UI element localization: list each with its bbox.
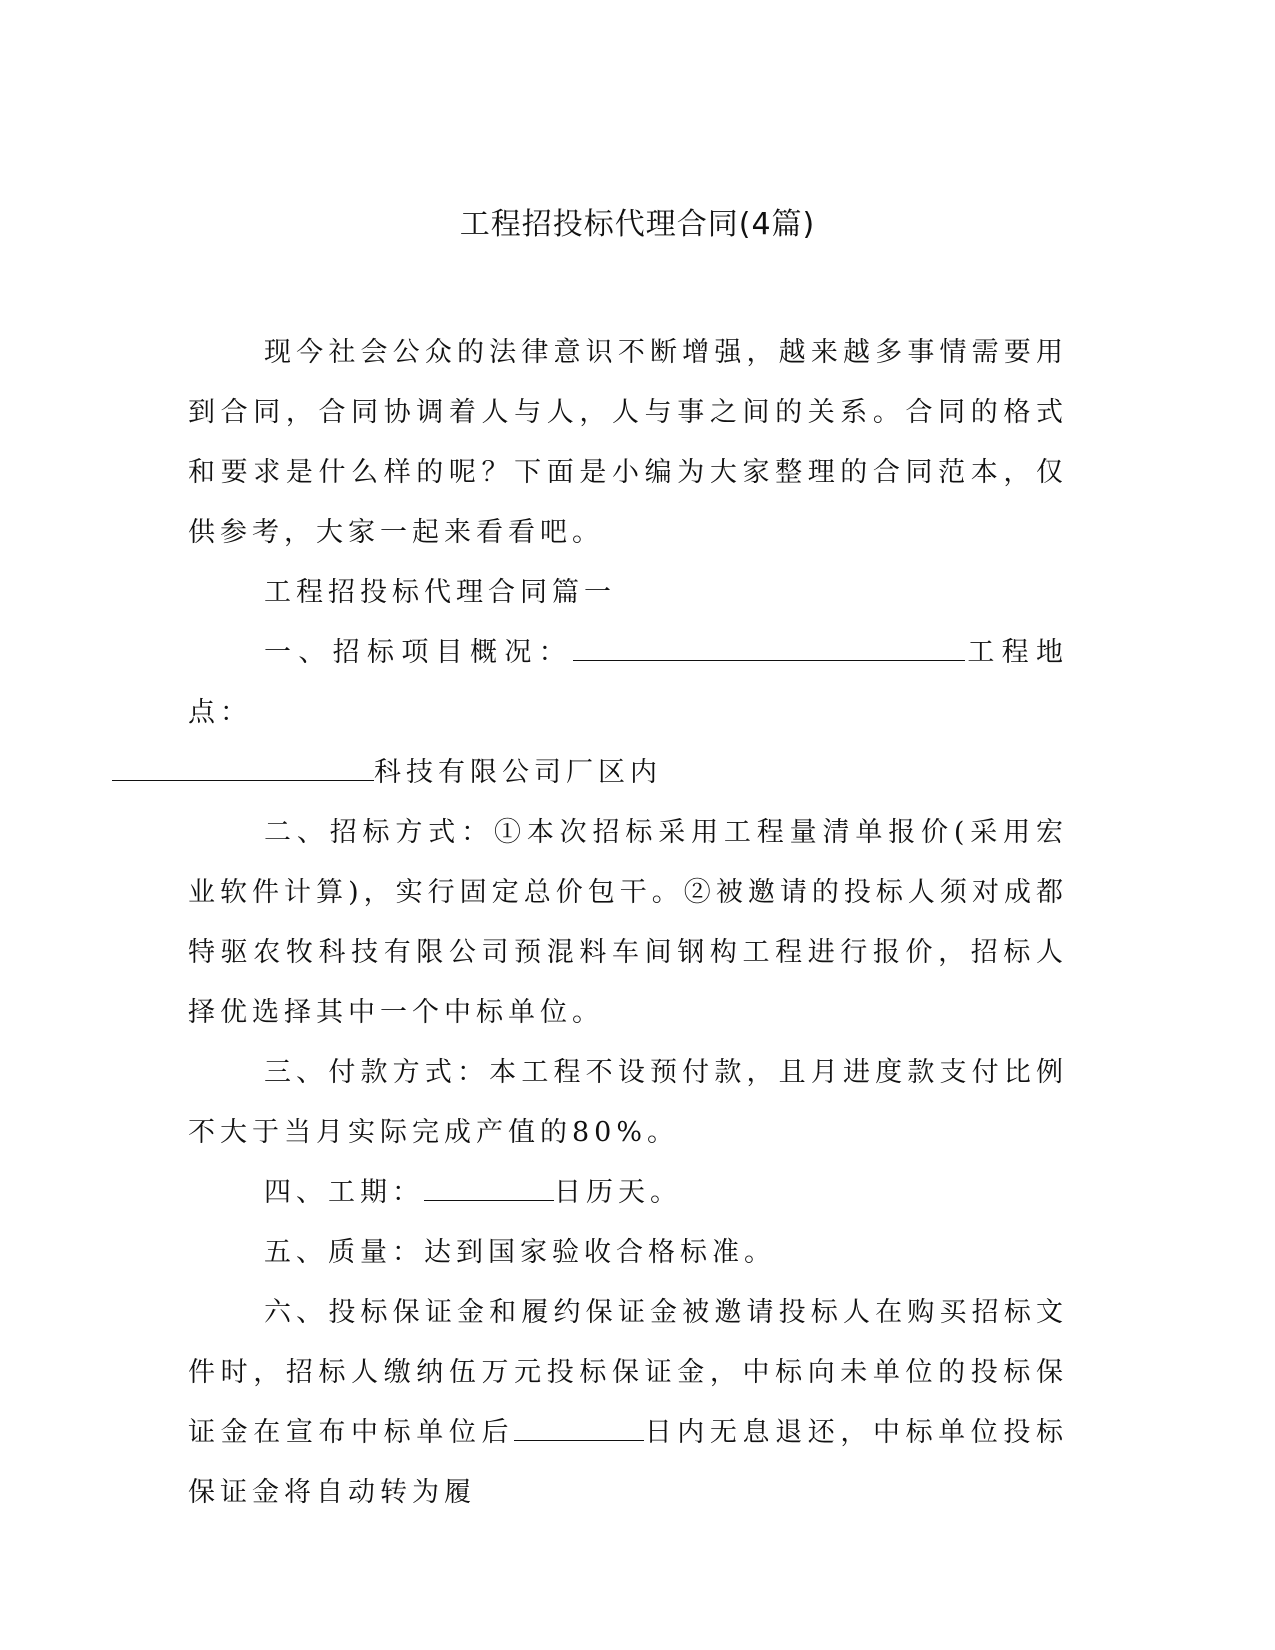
section-heading: 工程招投标代理合同篇一: [264, 577, 616, 608]
item-2-paragraph: 二、招标方式：①本次招标采用工程量清单报价(采用宏业软件计算)，实行固定总价包干。②被邀请的投标人须对成都特驱农牧科技有限公司预混料车间钢构工程进行报价，招标人择优选择其中一个中标单位。: [188, 817, 1068, 1028]
location-blank: [112, 756, 374, 781]
duration-blank: [424, 1176, 554, 1201]
item-6-paragraph: [188, 1283, 1068, 1523]
location-text: 科技有限公司厂区内: [374, 757, 662, 788]
item-4-unit: 日历天。: [554, 1177, 682, 1208]
project-overview-blank: [573, 636, 965, 661]
item-1-label: 一、招标项目概况：: [264, 637, 573, 668]
item-4-paragraph: [188, 1163, 1068, 1223]
intro-paragraph: 现今社会公众的法律意识不断增强，越来越多事情需要用到合同，合同协调着人与人，人与事之间的关系。合同的格式和要求是什么样的呢？下面是小编为大家整理的合同范本，仅供参考，大家一起来看看吧。: [188, 337, 1068, 548]
item-1-paragraph: [188, 623, 1068, 803]
document-title: 工程招投标代理合同(4篇): [459, 207, 816, 242]
item-6-text-cont: 日内无息退还，中标单位投标保证金将自动转为履: [188, 1417, 1069, 1508]
item-6-text: 六、投标保证金和履约保证金被邀请投标人在购买招标文件时，招标人缴纳伍万元投标保证金，中标向未单位的投标保证金在宣布中标单位后: [188, 1297, 1068, 1448]
item-3-paragraph: 三、付款方式：本工程不设预付款，且月进度款支付比例不大于当月实际完成产值的80%。: [188, 1057, 1068, 1148]
item-5-paragraph: 五、质量：达到国家验收合格标准。: [264, 1237, 776, 1268]
location-label: 工程地点：: [188, 637, 1068, 728]
document-body: [188, 323, 1068, 1523]
item-4-label: 四、工期：: [264, 1177, 424, 1208]
refund-days-blank: [514, 1416, 644, 1441]
